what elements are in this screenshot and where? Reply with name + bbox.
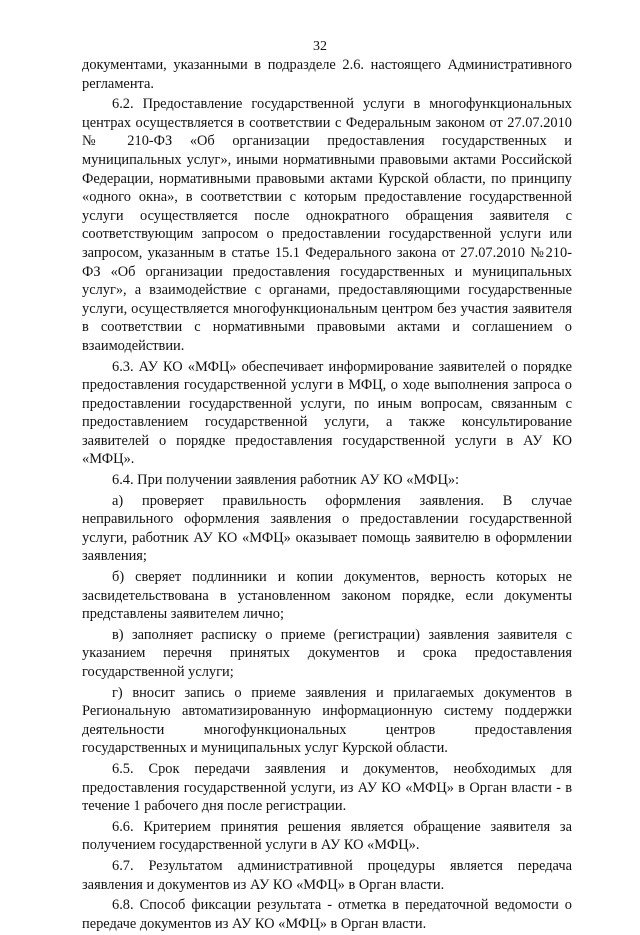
paragraph-6-4-v: в) заполняет расписку о приеме (регистрации) заявления заявителя с указанием перечня принятых документов и срока предоставления государственной услуги;	[82, 626, 572, 680]
paragraph-intro: документами, указанными в подразделе 2.6. настоящего Административного регламента.	[82, 57, 572, 92]
paragraph-6-7: 6.7. Результатом административной процедуры является передача заявления и документов из АУ КО «МФЦ» в Орган власти.	[82, 857, 572, 893]
paragraph-6-4-b: б) сверяет подлинники и копии документов, верность которых не засвидетельствована в установленном законом порядке, если документы представлены заявителем лично;	[82, 569, 572, 623]
paragraph-6-8: 6.8. Способ фиксации результата - отметка в передаточной ведомости о передаче документов из АУ КО «МФЦ» в Орган власти.	[82, 897, 572, 932]
paragraph-6-4: 6.4. При получении заявления работник АУ КО «МФЦ»:	[112, 472, 460, 489]
paragraph-6-6: 6.6. Критерием принятия решения является обращение заявителя за получением государственной услуги в АУ КО «МФЦ».	[82, 818, 572, 854]
paragraph-6-2: 6.2. Предоставление государственной услуги в многофункциональных центрах осуществляется в соответствии с Федеральным законом от 27.07.2010 № 210-ФЗ «Об организации предоставления государственных и муниципальных услуг», иными нормативными правовыми актами Российской Федерации, нормативными правовыми актами Курской области, по принципу «одного окна», в соответствии с которым предоставление государственной услуги осуществляется после однократного обращения заявителя с соответствующим запросом о предоставлении государственной услуги или запросом, указанным в статье 15.1 Федерального закона от 27.07.2010 №210-ФЗ «Об организации предоставления государственных и муниципальных услуг», а взаимодействие с органами, предоставляющими государственные услуги, осуществляется многофункциональным центром без участия заявителя в соответствии с нормативными правовыми актами и соглашением о взаимодействии.	[82, 96, 572, 354]
paragraph-6-3: 6.3. АУ КО «МФЦ» обеспечивает информирование заявителей о порядке предоставления государственной услуги в МФЦ, о ходе выполнения запроса о предоставлении государственной услуги, по иным вопросам, связанным с предоставлением государственной услуги, а также консультирование заявителей о порядке предоставления государственной услуги в АУ КО «МФЦ».	[82, 358, 572, 468]
page-number: 32	[313, 39, 327, 54]
paragraph-6-5: 6.5. Срок передачи заявления и документов, необходимых для предоставления государственной услуги, из АУ КО «МФЦ» в Орган власти - в течение 1 рабочего дня после регистрации.	[82, 760, 572, 815]
paragraph-6-4-g: г) вносит запись о приеме заявления и прилагаемых документов в Региональную автоматизированную информационную систему поддержки деятельности многофункциональных центров предоставления государственных и муниципальных услуг Курской области.	[82, 684, 572, 757]
paragraph-6-4-a: а) проверяет правильность оформления заявления. В случае неправильного оформления заявления о предоставлении государственной услуги, работник АУ КО «МФЦ» оказывает помощь заявителю в оформлении заявления;	[82, 492, 572, 565]
document-body	[82, 56, 572, 935]
